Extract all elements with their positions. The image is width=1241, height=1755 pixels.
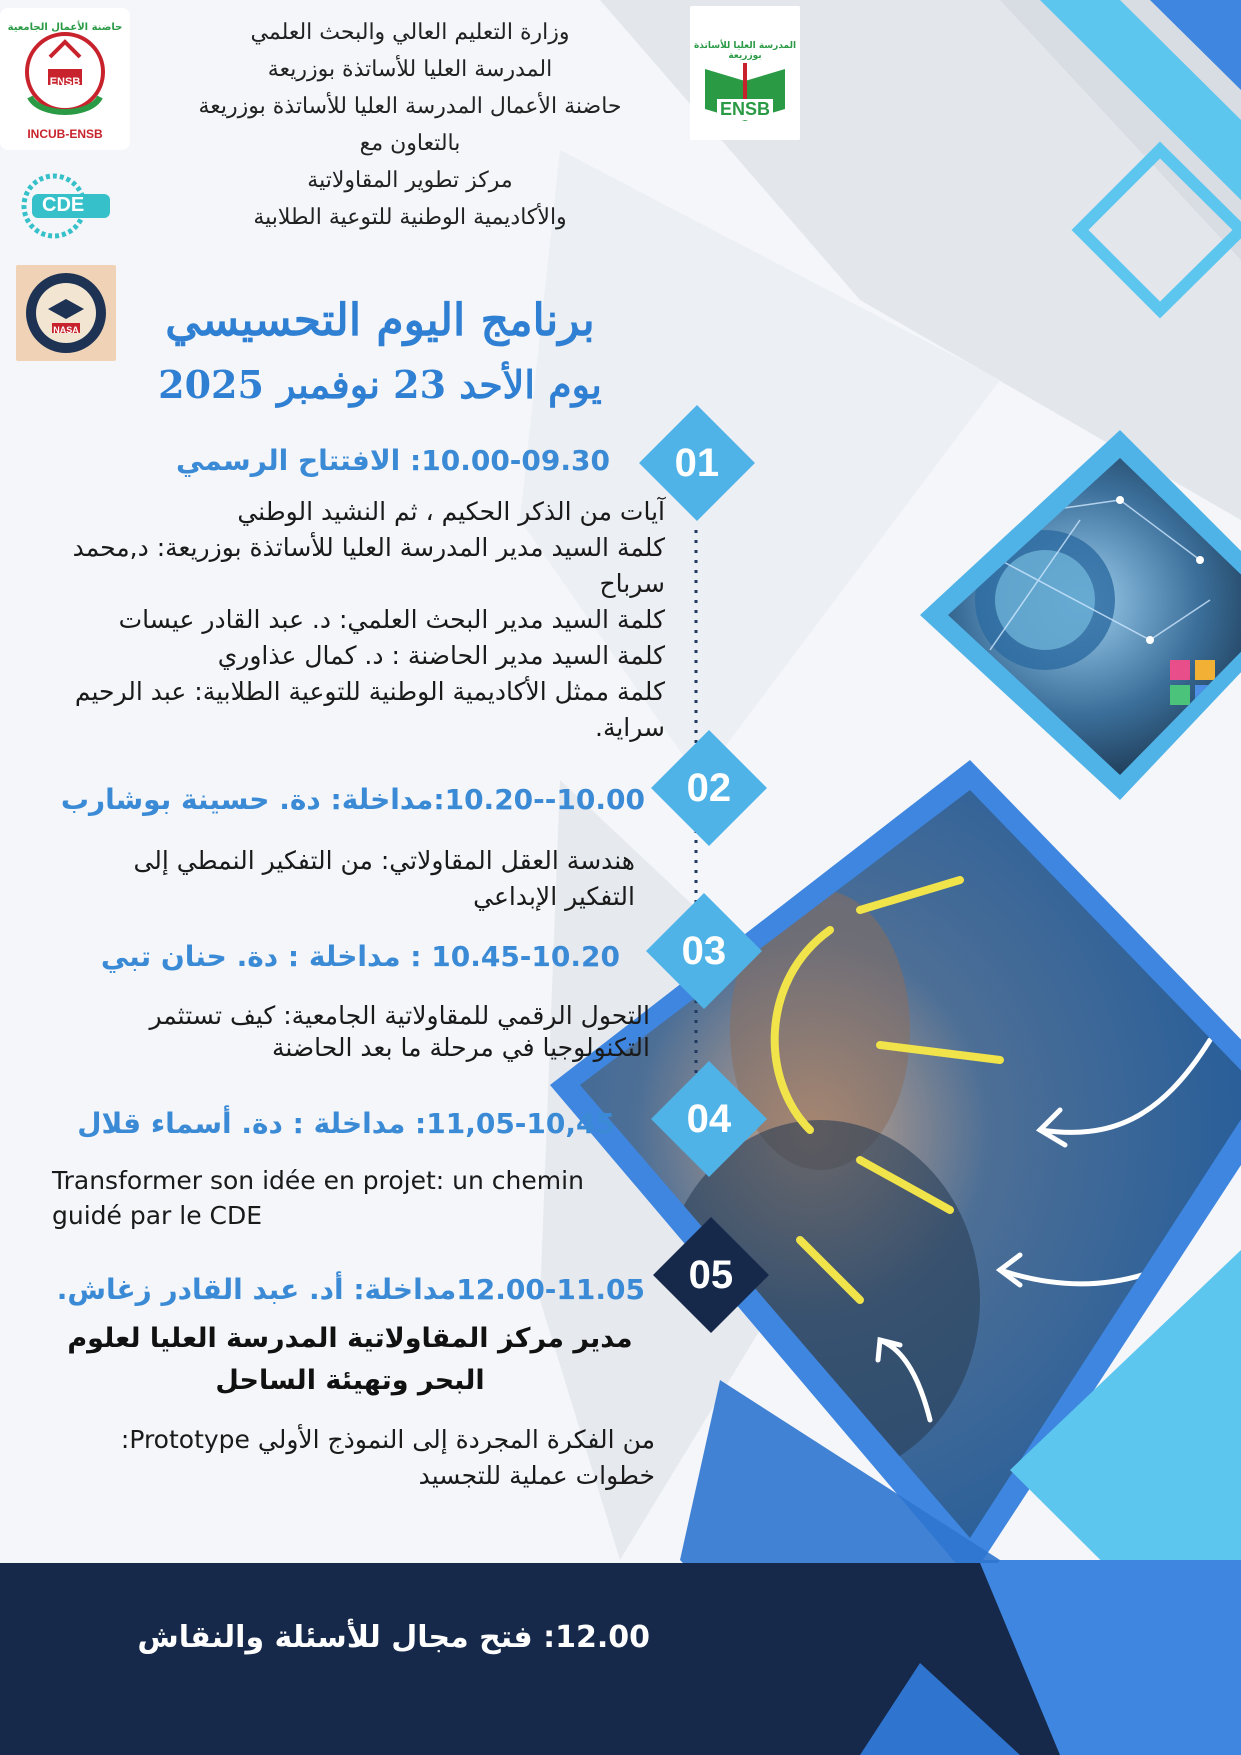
badge-03: 03 bbox=[646, 893, 762, 1009]
header-institutions bbox=[150, 20, 670, 242]
header-line-school: المدرسة العليا للأساتذة بوزريعة bbox=[267, 57, 553, 82]
section-04-heading: 11,05-10,45: مداخلة : دة. أسماء قلال bbox=[77, 1107, 615, 1140]
section-01-line-4: كلمة السيد مدير الحاضنة : د. كمال عذاوري bbox=[217, 641, 665, 670]
cde-logo bbox=[12, 170, 120, 242]
section-01-line-1: آيات من الذكر الحكيم ، ثم النشيد الوطني bbox=[237, 497, 665, 526]
section-02-line-1: هندسة العقل المقاولاتي: من التفكير النمطي إلى التفكير الإبداعي bbox=[133, 846, 635, 911]
section-05-body bbox=[50, 1422, 655, 1494]
section-04-line-1: Transformer son idée en projet: un chemin guidé par le CDE bbox=[52, 1166, 584, 1230]
section-02-body bbox=[60, 843, 635, 915]
ensb-logo bbox=[690, 6, 800, 140]
incub-logo-arc-text: حاضنة الأعمال الجامعية bbox=[7, 22, 123, 33]
header-line-incubator: حاضنة الأعمال المدرسة العليا للأساتذة بوزريعة bbox=[198, 94, 622, 119]
page-title: برنامج اليوم التحسيسي bbox=[165, 295, 595, 346]
incub-logo-label: INCUB-ENSB bbox=[27, 127, 103, 141]
badge-01: 01 bbox=[639, 405, 755, 521]
section-03-body bbox=[50, 1000, 650, 1064]
header-line-academy: والأكاديمية الوطنية للتوعية الطلابية bbox=[253, 205, 567, 230]
ensb-logo-arc-text: المدرسة العليا للأساتذة بوزريعة bbox=[693, 40, 797, 61]
header-line-collab: بالتعاون مع bbox=[359, 131, 461, 156]
badge-05: 05 bbox=[653, 1217, 769, 1333]
section-05-line-1: من الفكرة المجردة إلى النموذج الأولي Prototype: خطوات عملية للتجسيد bbox=[120, 1425, 655, 1490]
nasa-academy-logo bbox=[16, 265, 116, 361]
incub-emblem-icon bbox=[10, 17, 120, 127]
section-01-line-5: كلمة ممثل الأكاديمية الوطنية للتوعية الطلابية: عبد الرحيم سراية. bbox=[74, 677, 665, 742]
section-01-heading: 10.00-09.30: الافتتاح الرسمي bbox=[176, 444, 610, 477]
event-date: يوم الأحد 23 نوفمبر 2025 bbox=[158, 362, 602, 407]
incub-ensb-logo bbox=[0, 8, 130, 150]
header-line-cde: مركز تطوير المقاولاتية bbox=[307, 168, 513, 193]
section-05-heading: 12.00-11.05مداخلة: أد. عبد القادر زغاش. bbox=[56, 1273, 645, 1306]
badge-04: 04 bbox=[651, 1061, 767, 1177]
section-03-line-1: التحول الرقمي للمقاولاتية الجامعية: كيف تستثمر التكنولوجيا في مرحلة ما بعد الحاضنة bbox=[149, 1001, 650, 1062]
footer-discussion-text: 12.00: فتح مجال للأسئلة والنقاش bbox=[137, 1620, 650, 1655]
section-05-subheading: مدير مركز المقاولاتية المدرسة العليا لعلوم البحر وتهيئة الساحل bbox=[67, 1323, 633, 1396]
header-line-ministry: وزارة التعليم العالي والبحث العلمي bbox=[250, 20, 570, 45]
section-03-heading: 10.45-10.20 : مداخلة : دة. حنان تبي bbox=[100, 940, 620, 973]
ensb-logo-label: ENSB bbox=[717, 99, 773, 120]
footer-corner-decoration bbox=[860, 1563, 1241, 1755]
section-04-body bbox=[52, 1163, 622, 1233]
section-01-body bbox=[40, 494, 665, 746]
section-01-line-3: كلمة السيد مدير البحث العلمي: د. عبد القادر عيسات bbox=[118, 605, 665, 634]
badge-02: 02 bbox=[651, 730, 767, 846]
incub-logo-inner: ENSB bbox=[49, 76, 81, 88]
nasa-logo-label: NASA bbox=[53, 325, 79, 335]
nasa-seal-icon bbox=[24, 271, 108, 355]
cde-logo-label: CDE bbox=[42, 194, 85, 216]
section-01-line-2: كلمة السيد مدير المدرسة العليا للأساتذة بوزريعة: د,محمد سرباح bbox=[72, 533, 665, 598]
section-02-heading: 10.00--10.20:مداخلة: دة. حسينة بوشارب bbox=[60, 783, 645, 816]
open-book-icon bbox=[700, 61, 790, 131]
